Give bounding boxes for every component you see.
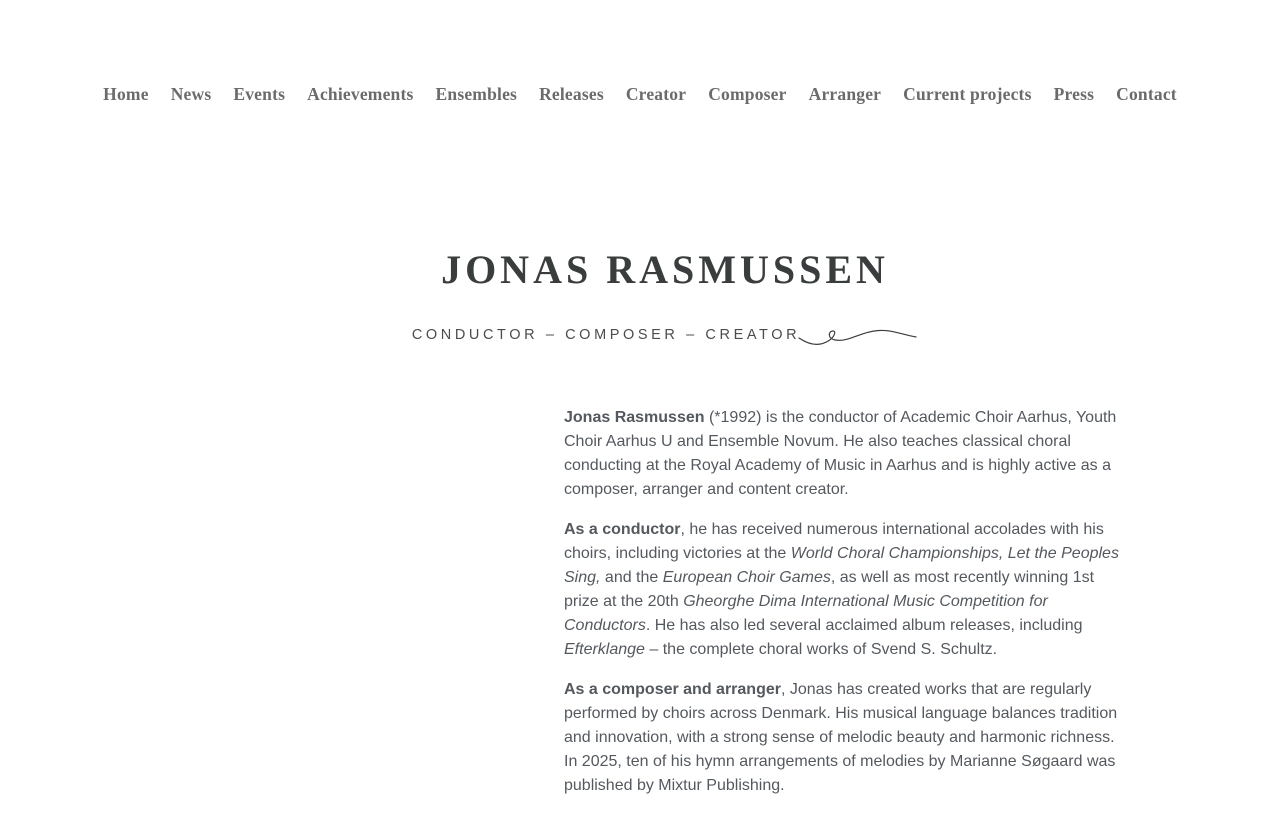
bio-paragraph-conductor: [564, 518, 1122, 662]
nav-item-arranger[interactable]: Arranger: [808, 84, 882, 104]
nav-item-ensembles[interactable]: Ensembles: [435, 84, 518, 104]
nav-item-home[interactable]: Home: [103, 84, 149, 104]
text-run: , he has received numerous international accolades with his choirs, including victories at the: [564, 521, 1104, 562]
text-run: World Choral Championships, Let the Peoples Sing,: [564, 545, 1119, 586]
logo-section: [0, 246, 1280, 353]
text-run: (*1992) is the conductor of Academic Choir Aarhus, Youth Choir Aarhus U and Ensemble Novum. He also teaches classical choral conducting at the Royal Academy of Music in Aarhus and is highly active as a composer, arranger and content creator.: [564, 409, 1117, 498]
text-run: Efterklange: [564, 641, 645, 658]
nav-item-news[interactable]: News: [170, 84, 212, 104]
nav-item-releases[interactable]: Releases: [539, 84, 604, 104]
logo-title: JONAS RASMUSSEN: [441, 247, 889, 292]
logo-tagline: CONDUCTOR – COMPOSER – CREATOR: [411, 326, 801, 343]
text-run: . He has also led several acclaimed album releases, including: [645, 617, 1083, 634]
nav-item-events[interactable]: Events: [233, 84, 286, 104]
site-logo[interactable]: [385, 246, 945, 353]
text-run: , Jonas has created works that are regularly performed by choirs across Denmark. His musical language balances tradition and innovation, with a strong sense of melodic beauty and harmonic richness. In 2025, ten of his hymn arrangements of melodies by Marianne Søgaard was published by Mixtur Publishing.: [564, 681, 1118, 794]
text-run: – the complete choral works of Svend S. Schultz.: [644, 641, 998, 658]
text-run: , as well as most recently winning 1st prize at the 20th: [564, 569, 1095, 610]
nav-item-press[interactable]: Press: [1053, 84, 1095, 104]
text-run: Gheorghe Dima International Music Competition for Conductors: [564, 593, 1048, 634]
text-run: As a composer and arranger: [564, 681, 781, 698]
bio-paragraph-intro: [564, 406, 1122, 502]
text-run: Jonas Rasmussen: [564, 409, 705, 426]
nav-item-composer[interactable]: Composer: [708, 84, 787, 104]
biography-text: [564, 406, 1122, 814]
text-run: As a conductor: [564, 521, 681, 538]
bio-paragraph-composer: [564, 678, 1122, 798]
text-run: and the: [600, 569, 663, 586]
main-navigation: [0, 84, 1280, 105]
about-section: [158, 406, 1122, 814]
text-run: European Choir Games: [662, 569, 831, 586]
nav-item-achievements[interactable]: Achievements: [307, 84, 414, 104]
logo-tagline-row: [385, 316, 945, 353]
nav-item-contact[interactable]: Contact: [1116, 84, 1177, 104]
flourish-icon: [798, 325, 918, 353]
nav-item-creator[interactable]: Creator: [625, 84, 687, 104]
nav-item-current-projects[interactable]: Current projects: [903, 84, 1032, 104]
portrait-placeholder: [158, 406, 548, 814]
